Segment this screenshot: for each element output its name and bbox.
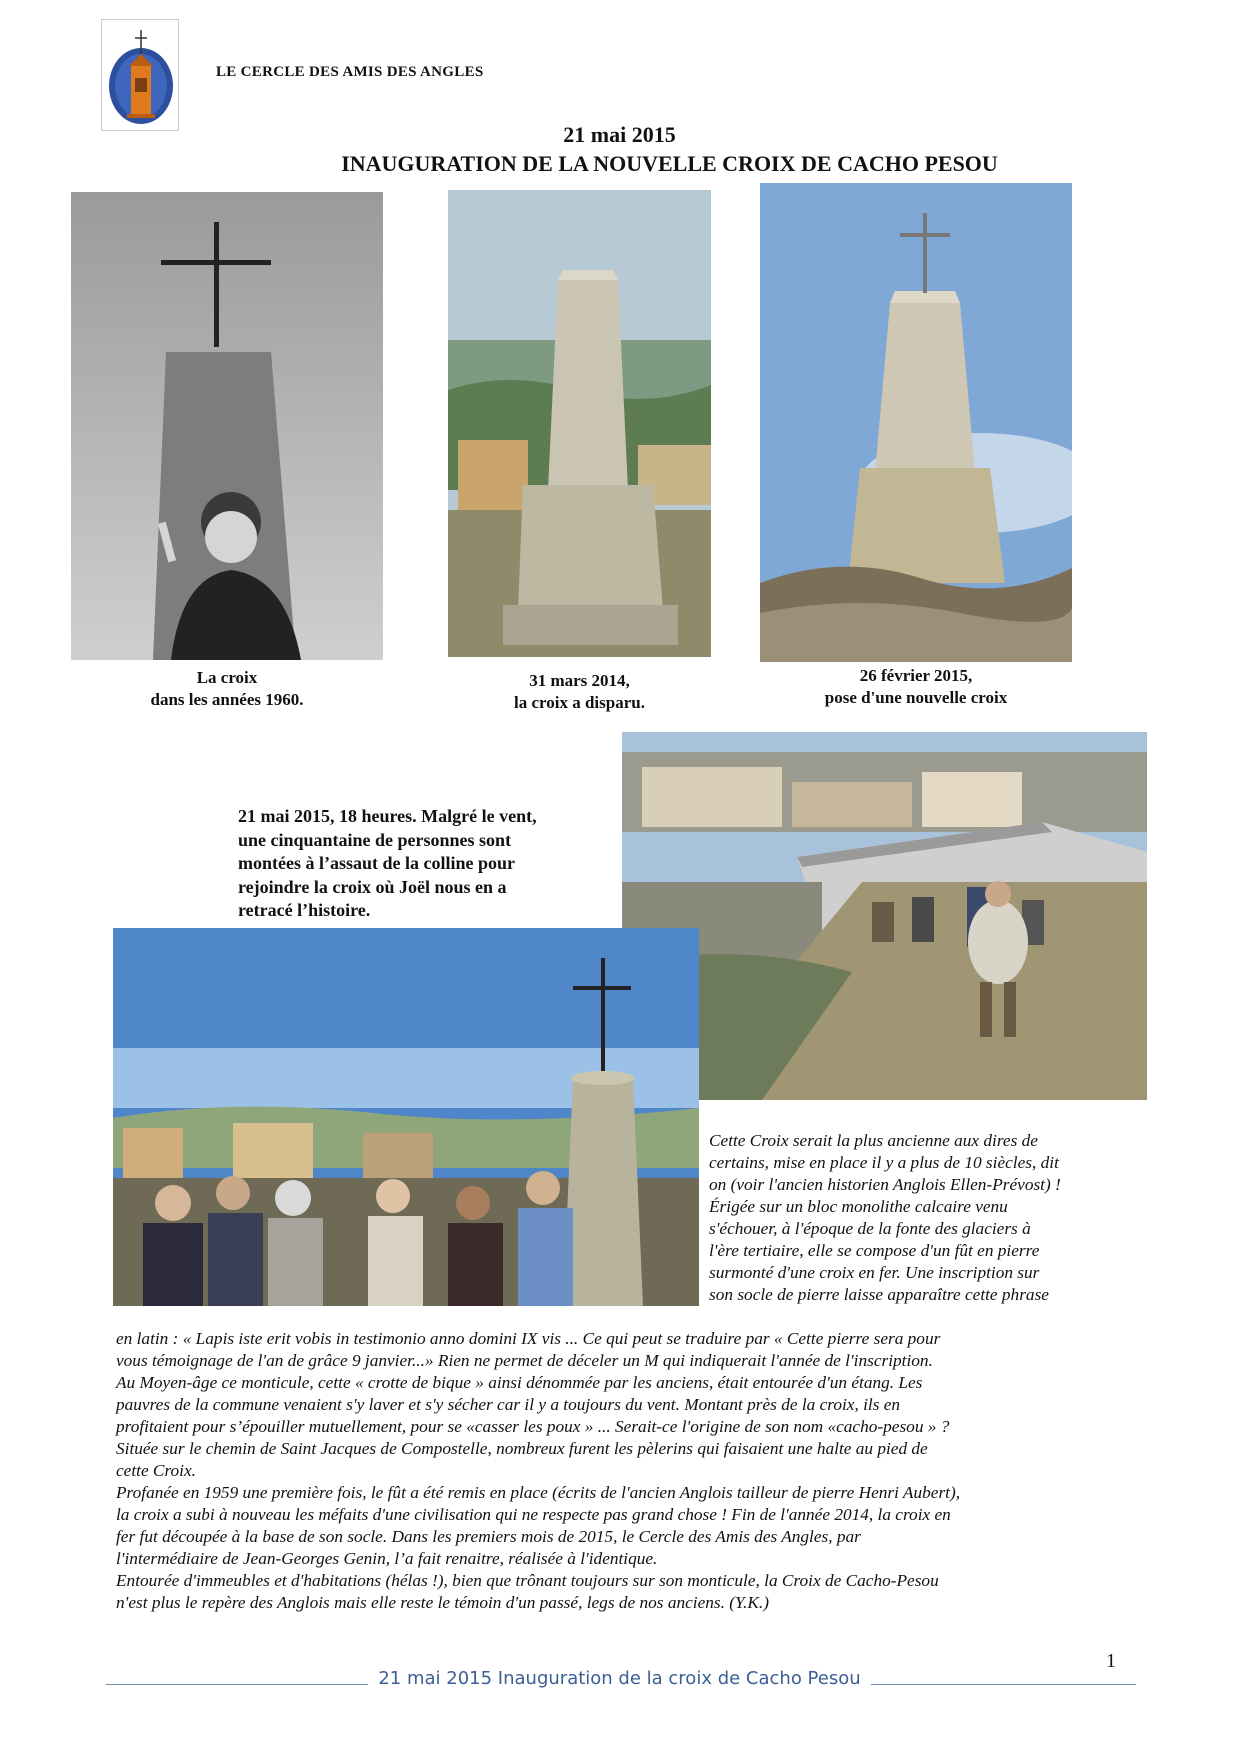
photo-croix-2014	[448, 190, 711, 657]
organization-name: LE CERCLE DES AMIS DES ANGLES	[216, 64, 484, 80]
photo-climbing-hill	[622, 732, 1147, 1100]
photo-crowd-at-cross	[113, 928, 699, 1306]
bell-tower-logo-icon	[102, 20, 180, 132]
story-paragraph-main: en latin : « Lapis iste erit vobis in testimonio anno domini IX vis ... Ce qui peut se traduire par « Cette pierre sera pour vous témoignage de l'an de grâce 9 janvier...» Rien ne permet de déceler un M qui indiquerait l'année de l'inscription. Au Moyen-âge ce monticule, cette « crotte de bique » ainsi dénommée par les anciens, était entourée d'un étang. Les pauvres de la commune venaient s'y laver et s'y sécher car il y a toujours du vent. Montant près de la croix, ils en profitaient pour s’épouiller mutuellement, pour se «casser les poux » ... Serait-ce l'origine de son nom «cacho-pesou » ? Située sur le chemin de Saint Jacques de Compostelle, nombreux furent les pèlerins qui faisaient une halte au pied de cette Croix. Profanée en 1959 une première fois, le fût a été remis en place (écrits de l'ancien Anglois tailleur de pierre Henri Aubert), la croix a subi à nouveau les méfaits d'une civilisation qui ne respecte pas grand chose ! Fin de l'année 2014, la croix en fer fut découpée à la base de son socle. Dans les premiers mois de 2015, le Cercle des Amis des Angles, par l'intermédiaire de Jean-Georges Genin, l’a fait renaitre, réalisée à l'identique. Entourée d'immeubles et d'habitations (hélas !), bien que trônant toujours sur son monticule, la Croix de Cacho-Pesou n'est plus le repère des Anglois mais elle reste le témoin d'un passé, legs de nos anciens. (Y.K.)	[116, 1329, 961, 1612]
organization-logo	[101, 19, 179, 131]
page-date: 21 mai 2015	[563, 122, 676, 147]
caption-2015: 26 février 2015, pose d'une nouvelle croix	[824, 666, 1008, 707]
page-number: 1	[1106, 1650, 1116, 1672]
page-title: INAUGURATION DE LA NOUVELLE CROIX DE CACHO PESOU	[341, 151, 998, 176]
caption-1960: La croix dans les années 1960.	[150, 668, 304, 709]
caption-2014: 31 mars 2014, la croix a disparu.	[514, 671, 645, 712]
intro-paragraph: 21 mai 2015, 18 heures. Malgré le vent, une cinquantaine de personnes sont montées à l’assaut de la colline pour rejoindre la croix où Joël nous en a retracé l’histoire.	[238, 806, 537, 920]
photo-croix-2015	[760, 183, 1072, 662]
footer-title: 21 mai 2015 Inauguration de la croix de Cacho Pesou	[0, 1668, 1239, 1689]
story-paragraph-intro: Cette Croix serait la plus ancienne aux dires de certains, mise en place il y a plus de 10 siècles, dit on (voir l'ancien historien Anglois Ellen-Prévost) ! Érigée sur un bloc monolithe calcaire venu s'échouer, à l'époque de la fonte des glaciers à l'ère tertiaire, elle se compose d'un fût en pierre surmonté d'une croix en fer. Une inscription sur son socle de pierre laisse apparaître cette phrase	[709, 1131, 1061, 1304]
photo-croix-1960	[71, 192, 383, 660]
